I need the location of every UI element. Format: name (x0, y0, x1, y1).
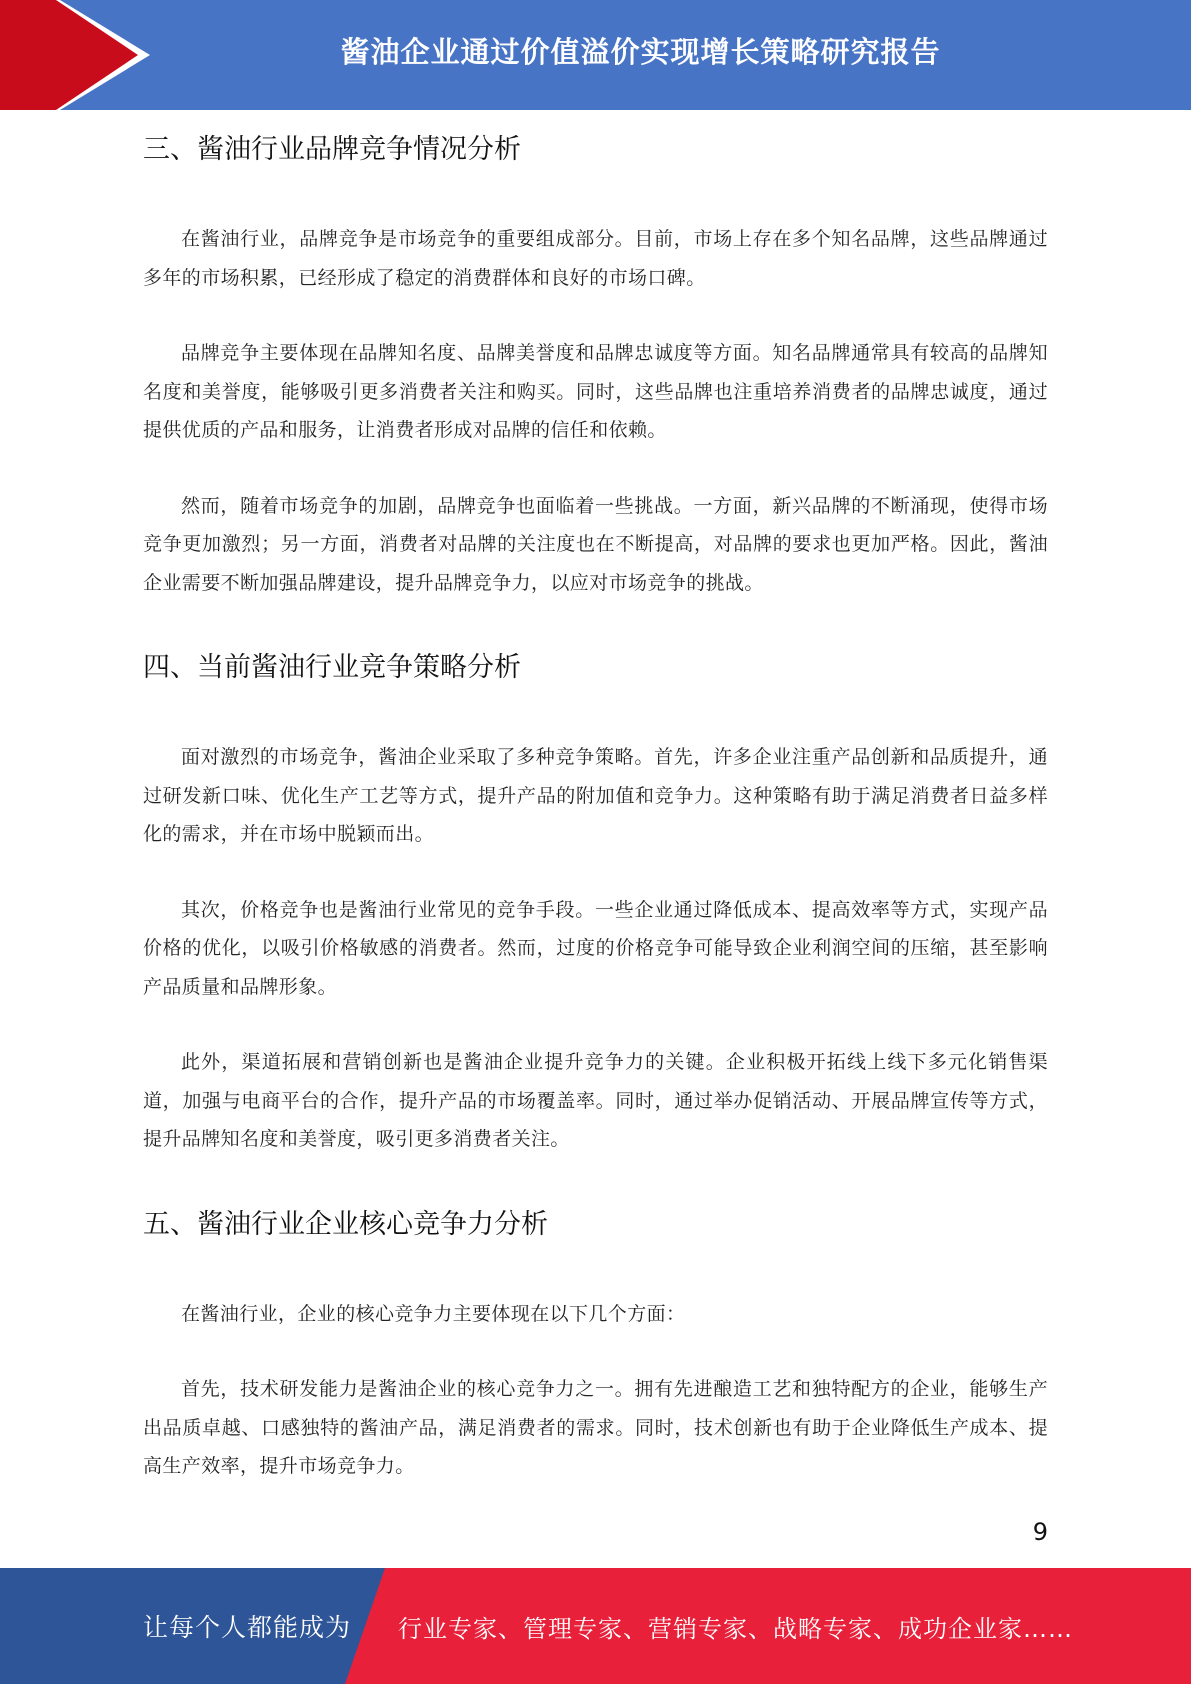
report-title: 酱油企业通过价值溢价实现增长策略研究报告 (340, 34, 941, 69)
section-heading: 四、当前酱油行业竞争策略分析 (143, 652, 521, 683)
document-body (143, 128, 1048, 1486)
red-arrow-decoration (0, 0, 160, 110)
section-heading: 三、酱油行业品牌竞争情况分析 (143, 134, 521, 165)
footer-slogan-right: 行业专家、管理专家、营销专家、战略专家、成功企业家…… (398, 1614, 1073, 1643)
paragraph: 在酱油行业，品牌竞争是市场竞争的重要组成部分。目前，市场上存在多个知名品牌，这些品牌通过多年的市场积累，已经形成了稳定的消费群体和良好的市场口碑。 (143, 228, 1048, 289)
header-bar (0, 0, 1191, 110)
footer-bar (0, 1568, 1191, 1684)
paragraph: 在酱油行业，企业的核心竞争力主要体现在以下几个方面： (181, 1302, 686, 1325)
section-heading: 五、酱油行业企业核心竞争力分析 (143, 1208, 548, 1240)
paragraph: 然而，随着市场竞争的加剧，品牌竞争也面临着一些挑战。一方面，新兴品牌的不断涌现，使得市场竞争更加激烈；另一方面，消费者对品牌的关注度也在不断提高，对品牌的要求也更加严格。因此，酱油企业需要不断加强品牌建设，提升品牌竞争力，以应对市场竞争的挑战。 (143, 494, 1048, 594)
page-number: 9 (1032, 1518, 1048, 1546)
paragraph: 品牌竞争主要体现在品牌知名度、品牌美誉度和品牌忠诚度等方面。知名品牌通常具有较高的品牌知名度和美誉度，能够吸引更多消费者关注和购买。同时，这些品牌也注重培养消费者的品牌忠诚度，通过提供优质的产品和服务，让消费者形成对品牌的信任和依赖。 (143, 342, 1048, 441)
footer-slogan-left: 让每个人都能成为 (143, 1613, 352, 1642)
paragraph: 面对激烈的市场竞争，酱油企业采取了多种竞争策略。首先，许多企业注重产品创新和品质提升，通过研发新口味、优化生产工艺等方式，提升产品的附加值和竞争力。这种策略有助于满足消费者日益多样化的需求，并在市场中脱颖而出。 (143, 746, 1048, 845)
paragraph: 此外，渠道拓展和营销创新也是酱油企业提升竞争力的关键。企业积极开拓线上线下多元化销售渠道，加强与电商平台的合作，提升产品的市场覆盖率。同时，通过举办促销活动、开展品牌宣传等方式，提升品牌知名度和美誉度，吸引更多消费者关注。 (143, 1051, 1048, 1150)
paragraph: 首先，技术研发能力是酱油企业的核心竞争力之一。拥有先进酿造工艺和独特配方的企业，能够生产出品质卓越、口感独特的酱油产品，满足消费者的需求。同时，技术创新也有助于企业降低生产成本、提高生产效率，提升市场竞争力。 (143, 1378, 1048, 1477)
paragraph: 其次，价格竞争也是酱油行业常见的竞争手段。一些企业通过降低成本、提高效率等方式，实现产品价格的优化，以吸引价格敏感的消费者。然而，过度的价格竞争可能导致企业利润空间的压缩，甚至影响产品质量和品牌形象。 (143, 898, 1048, 998)
